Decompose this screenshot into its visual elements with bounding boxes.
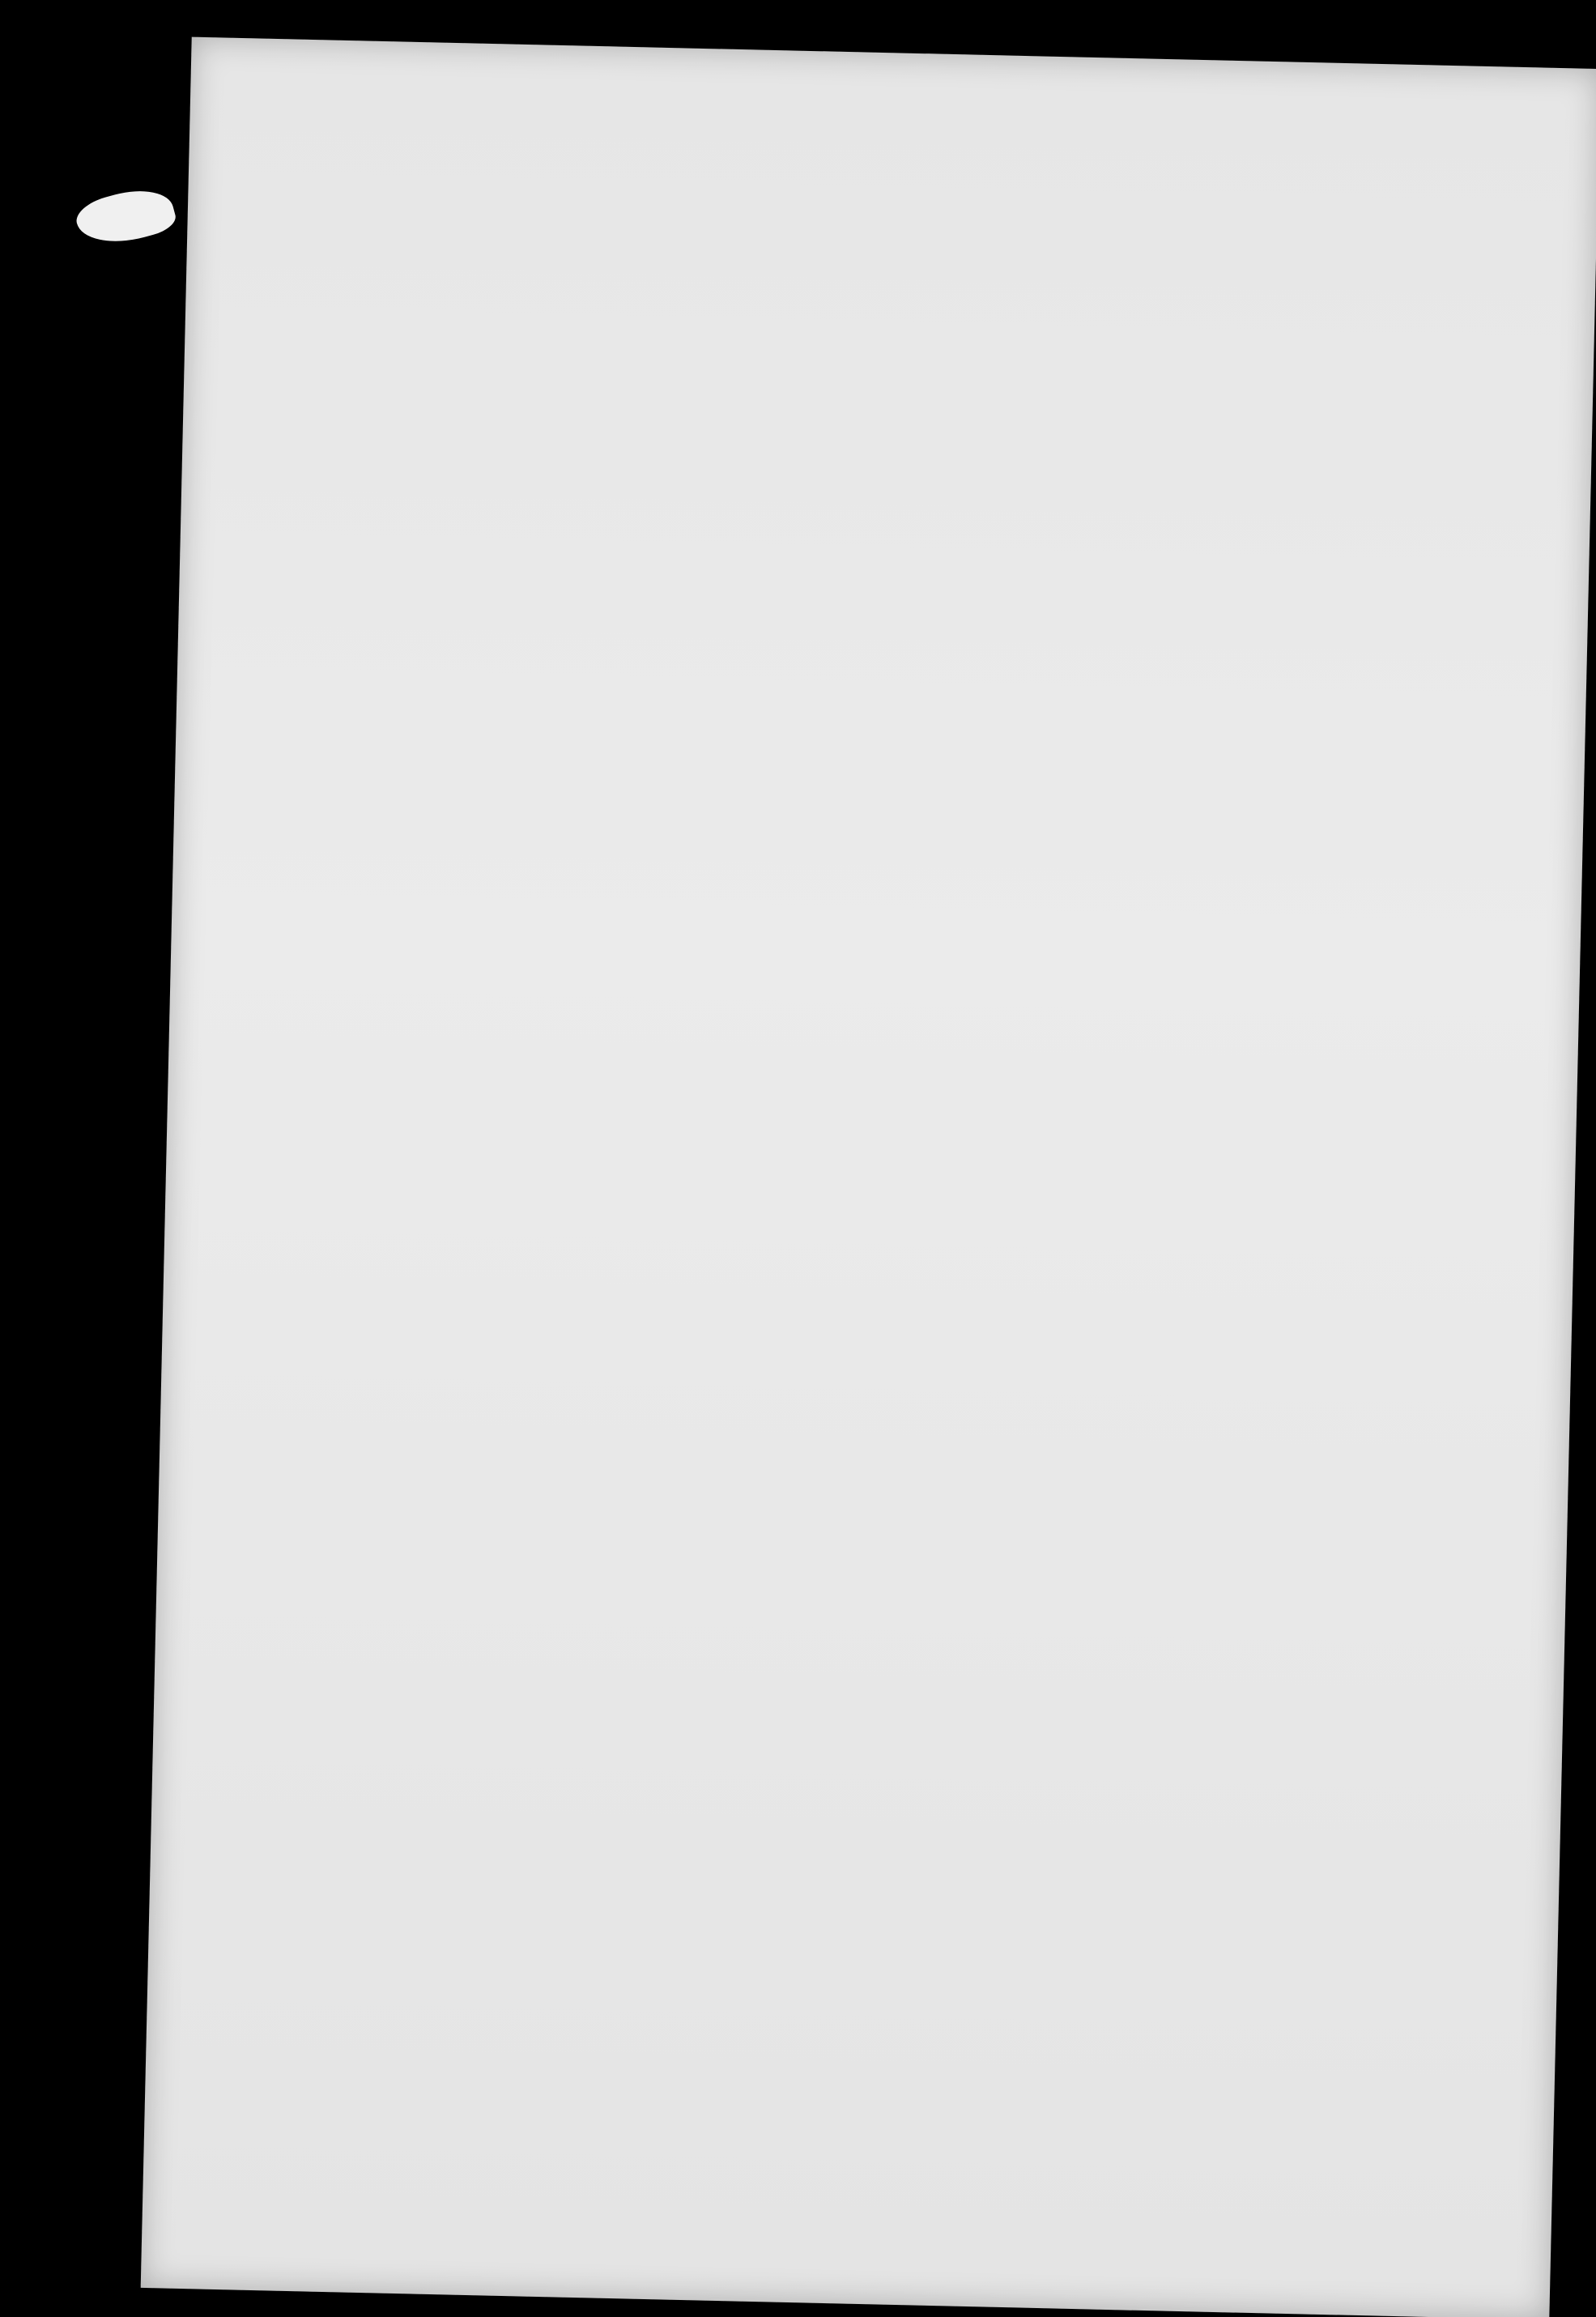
page-header [463, 306, 1558, 404]
book-page [141, 37, 1596, 2317]
page-content [463, 306, 1558, 404]
scan-artifact [72, 181, 178, 253]
